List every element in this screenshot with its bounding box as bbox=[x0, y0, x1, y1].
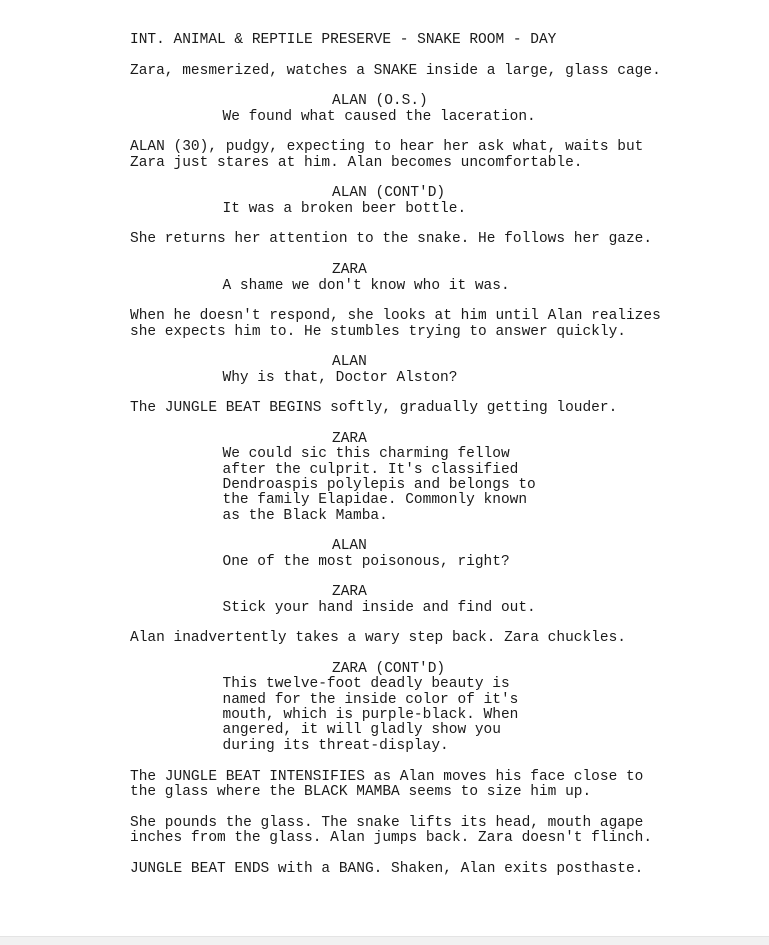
dialogue: We could sic this charming fellow after the culprit. It's classified Dendroaspis polylepis and belongs to the family Elapidae. Commonly known as the Black Mamba. bbox=[222, 446, 536, 524]
character-cue: ALAN bbox=[332, 354, 367, 371]
dialogue: Why is that, Doctor Alston? bbox=[222, 369, 458, 386]
action-line: When he doesn't respond, she looks at him until Alan realizes she expects him to. He stumbles trying to answer quickly. bbox=[130, 308, 661, 340]
character-cue: ZARA (CONT'D) bbox=[332, 661, 446, 678]
dialogue: One of the most poisonous, right? bbox=[222, 553, 510, 570]
scene-heading: INT. ANIMAL & REPTILE PRESERVE - SNAKE ROOM - DAY bbox=[130, 32, 557, 48]
action-line: She returns her attention to the snake. He follows her gaze. bbox=[130, 231, 653, 248]
dialogue: Stick your hand inside and find out. bbox=[222, 599, 536, 616]
character-cue: ZARA bbox=[332, 262, 367, 279]
character-cue: ALAN (O.S.) bbox=[332, 93, 428, 110]
action-line: ALAN (30), pudgy, expecting to hear her ask what, waits but Zara just stares at him. Alan becomes uncomfortable. bbox=[130, 139, 644, 171]
dialogue: This twelve-foot deadly beauty is named for the inside color of it's mouth, which is purple-black. When angered, it will gladly show you during its threat-display. bbox=[222, 676, 519, 754]
action-line: The JUNGLE BEAT BEGINS softly, gradually getting louder. bbox=[130, 400, 618, 417]
action-line: JUNGLE BEAT ENDS with a BANG. Shaken, Alan exits posthaste. bbox=[130, 860, 644, 877]
character-cue: ZARA bbox=[332, 584, 367, 601]
character-cue: ZARA bbox=[332, 430, 367, 447]
dialogue: It was a broken beer bottle. bbox=[222, 200, 467, 217]
dialogue: A shame we don't know who it was. bbox=[222, 277, 510, 294]
action-line: She pounds the glass. The snake lifts its head, mouth agape inches from the glass. Alan jumps back. Zara doesn't flinch. bbox=[130, 814, 653, 846]
action-line: The JUNGLE BEAT INTENSIFIES as Alan moves his face close to the glass where the BLACK MAMBA seems to size him up. bbox=[130, 768, 644, 800]
character-cue: ALAN bbox=[332, 538, 367, 555]
character-cue: ALAN (CONT'D) bbox=[332, 185, 446, 202]
dialogue: We found what caused the laceration. bbox=[222, 108, 536, 125]
action-line: Zara, mesmerized, watches a SNAKE inside a large, glass cage. bbox=[130, 62, 661, 79]
screenplay-body bbox=[130, 33, 730, 892]
action-line: Alan inadvertently takes a wary step back. Zara chuckles. bbox=[130, 630, 626, 647]
